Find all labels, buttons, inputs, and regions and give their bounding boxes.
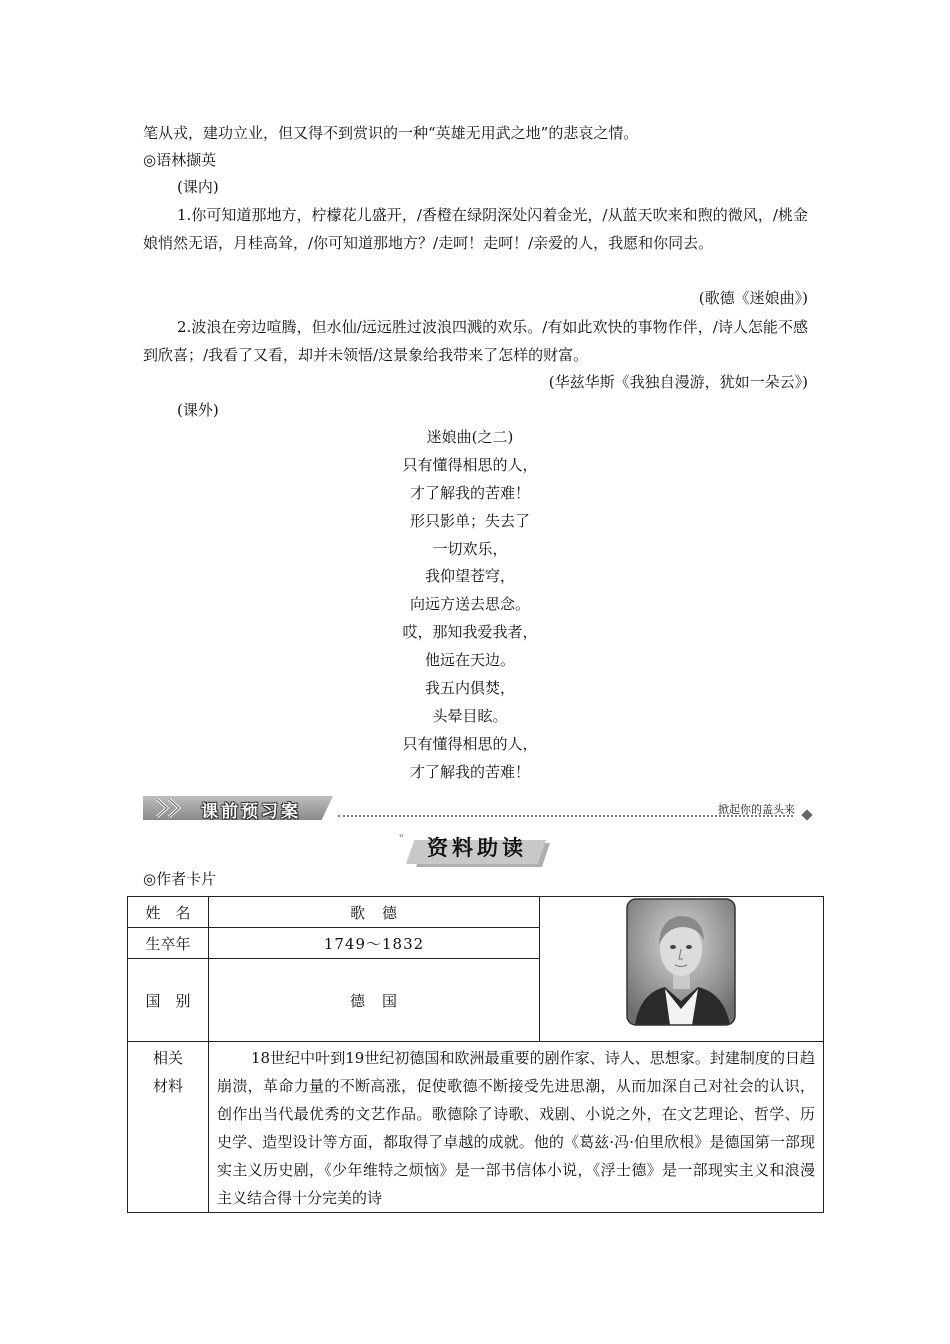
- author-card: [127, 896, 824, 1213]
- poem-line: 才了解我的苦难！: [409, 762, 530, 781]
- quote-mark-icon: ❞: [399, 834, 404, 844]
- section-author-heading: ◎作者卡片: [143, 870, 217, 888]
- poem-line: 一切欢乐，: [432, 539, 508, 558]
- poem-line: 向远方送去思念。: [409, 595, 530, 614]
- poem-line: 才了解我的苦难！: [409, 483, 530, 502]
- poem-line: 我五内俱焚，: [424, 679, 515, 698]
- poem: [330, 424, 610, 787]
- related-label: [128, 1042, 209, 1213]
- years-value: 1749～1832: [209, 928, 540, 959]
- related-label-text: 相关材料: [152, 1049, 183, 1095]
- name-value: 歌 德: [209, 897, 540, 928]
- poem-line: 他远在天边。: [424, 651, 515, 670]
- quote-1-source: (歌德《迷娘曲》): [698, 289, 808, 307]
- zhudu-heading: [399, 830, 552, 866]
- label-kewai: (课外): [177, 401, 219, 419]
- poem-line: 只有懂得相思的人，: [402, 455, 538, 474]
- poem-title: 迷娘曲(之二): [426, 428, 514, 446]
- poem-line: 头晕目眩。: [432, 706, 508, 725]
- quote-2-source: (华兹华斯《我独自漫游，犹如一朵云》): [548, 373, 808, 391]
- portrait-cell: [540, 897, 824, 1042]
- name-label: 姓 名: [128, 897, 209, 928]
- banner-title: 课前预习案: [201, 802, 301, 822]
- quote-2: 2.波浪在旁边喧腾，但水仙/远远胜过波浪四溅的欢乐。/有如此欢快的事物作伴，/诗人怎能不感到欣喜；/我看了又看，却并未领悟/这景象给我带来了怎样的财富。: [143, 318, 808, 364]
- double-chevron-icon: [153, 797, 193, 819]
- poem-line: 哎，那知我爱我者，: [402, 623, 538, 642]
- country-label: 国 别: [128, 959, 209, 1042]
- section-banner: [143, 796, 813, 824]
- intro-line: 笔从戎，建功立业，但又得不到赏识的一种“英雄无用武之地”的悲哀之情。: [143, 124, 639, 142]
- poem-line: 只有懂得相思的人，: [402, 734, 538, 753]
- diamond-icon: [801, 809, 812, 820]
- banner-subtitle: 掀起你的盖头来: [718, 803, 795, 816]
- label-kenei: (课内): [177, 178, 219, 196]
- related-text: 18世纪中叶到19世纪初德国和欧洲最重要的剧作家、诗人、思想家。封建制度的日趋崩溃，革命力量的不断高涨，促使歌德不断接受先进思潮，从而加深自己对社会的认识，创作出当代最优秀的文艺作品。歌德除了诗歌、戏剧、小说之外，在文艺理论、哲学、历史学、造型设计等方面，都取得了卓越的成就。他的《葛兹·冯·伯里欣根》是德国第一部现实主义历史剧，《少年维特之烦恼》是一部书信体小说，《浮士德》是一部现实主义和浪漫主义结合得十分完美的诗: [209, 1042, 824, 1213]
- portrait-image: [540, 897, 823, 1037]
- zhudu-title: 资料助读: [427, 836, 527, 860]
- quote-1: 1.你可知道那地方，柠檬花儿盛开，/香橙在绿阴深处闪着金光，/从蓝天吹来和煦的微风，/桃金娘悄然无语，月桂高耸，/你可知道那地方？/走呵！走呵！/亲爱的人，我愿和你同去。: [143, 206, 808, 252]
- country-value: 德 国: [209, 959, 540, 1042]
- poem-line: 形只影单；失去了: [409, 511, 530, 530]
- years-label: 生卒年: [128, 928, 209, 959]
- poem-line: 我仰望苍穹，: [424, 567, 515, 586]
- section-yulin-heading: ◎语林撷英: [143, 151, 217, 169]
